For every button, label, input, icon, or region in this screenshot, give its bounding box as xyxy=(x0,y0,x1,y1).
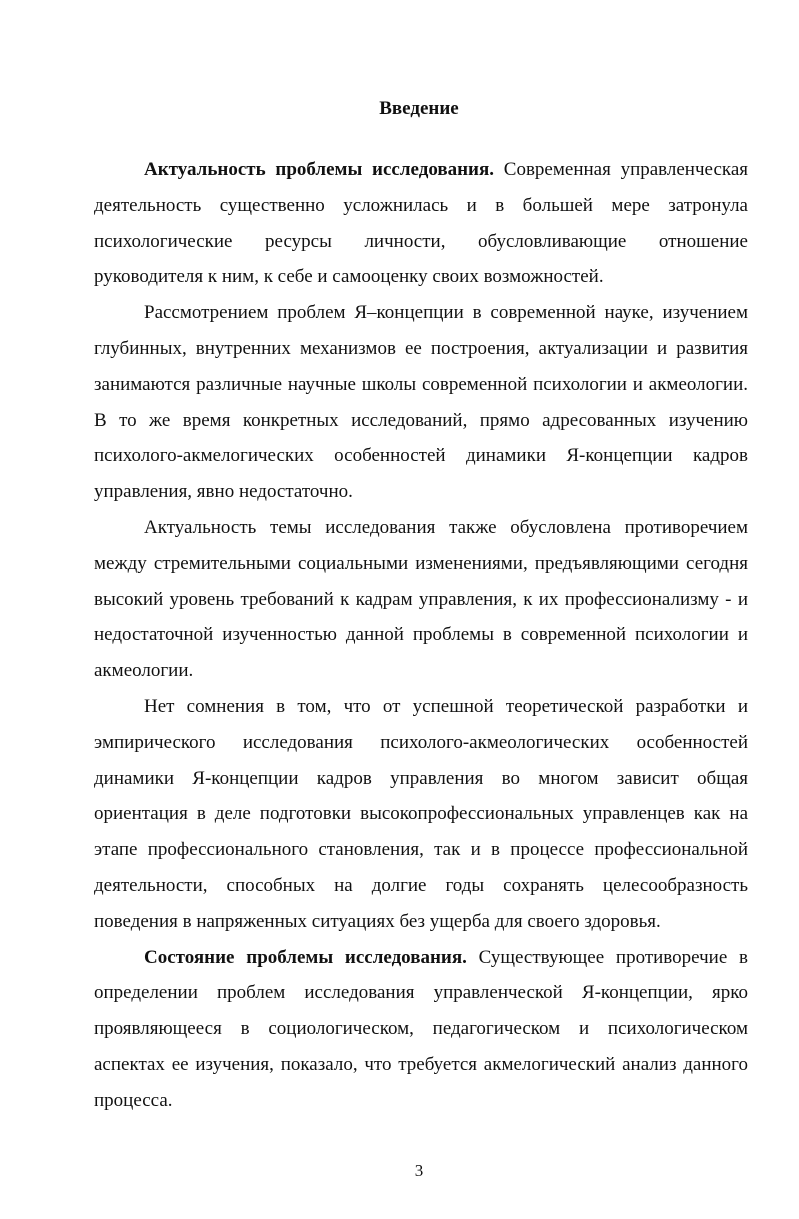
paragraph-text: Нет сомнения в том, что от успешной теоретической разработки и эмпирического исследования психолого-акмеологических особенностей динамики Я-концепции кадров управления во многом зависит общая ориентация в деле подготовки высокопрофессиональных управленцев как на этапе профессионального становления, так и в процессе профессиональной деятельности, способных на долгие годы сохранять целесообразность поведения в напряженных ситуациях без ущерба для своего здоровья. xyxy=(94,695,748,932)
paragraph-state-of-problem xyxy=(94,940,748,1119)
body-text xyxy=(94,152,748,1119)
paragraph-lead: Состояние проблемы исследования. xyxy=(144,946,467,968)
paragraph-text: Рассмотрением проблем Я–концепции в современной науке, изучением глубинных, внутренних механизмов ее построения, актуализации и развития занимаются различные научные школы современной психологии и акмеологии. В то же время конкретных исследований, прямо адресованных изучению психолого-акмелогических особенностей динамики Я-концепции кадров управления, явно недостаточно. xyxy=(94,302,748,503)
paragraph-no-doubt xyxy=(94,689,748,940)
paragraph-relevance xyxy=(94,152,748,295)
page-title: Введение xyxy=(379,98,459,119)
paragraph-text: Современная управленческая деятельность существенно усложнилась и в большей мере затронула психологические ресурсы личности, обусловливающие отношение руководителя к ним, к себе и самооценку своих возможностей. xyxy=(94,159,748,288)
paragraph-text: Актуальность темы исследования также обусловлена противоречием между стремительными социальными изменениями, предъявляющими сегодня высокий уровень требований к кадрам управления, к их профессионализму - и недостаточной изученностью данной проблемы в современной психологии и акмеологии. xyxy=(94,516,748,682)
paragraph-text: Существующее противоречие в определении проблем исследования управленческой Я-концепции, ярко проявляющееся в социологическом, педагогическом и психологическом аспектах ее изучения, показало, что требуется акмелогический анализ данного процесса. xyxy=(94,946,748,1111)
page-number: 3 xyxy=(414,1161,424,1180)
paragraph-self-concept xyxy=(94,295,748,510)
paragraph-lead: Актуальность проблемы исследования. xyxy=(144,159,495,180)
paragraph-contradiction xyxy=(94,510,748,689)
